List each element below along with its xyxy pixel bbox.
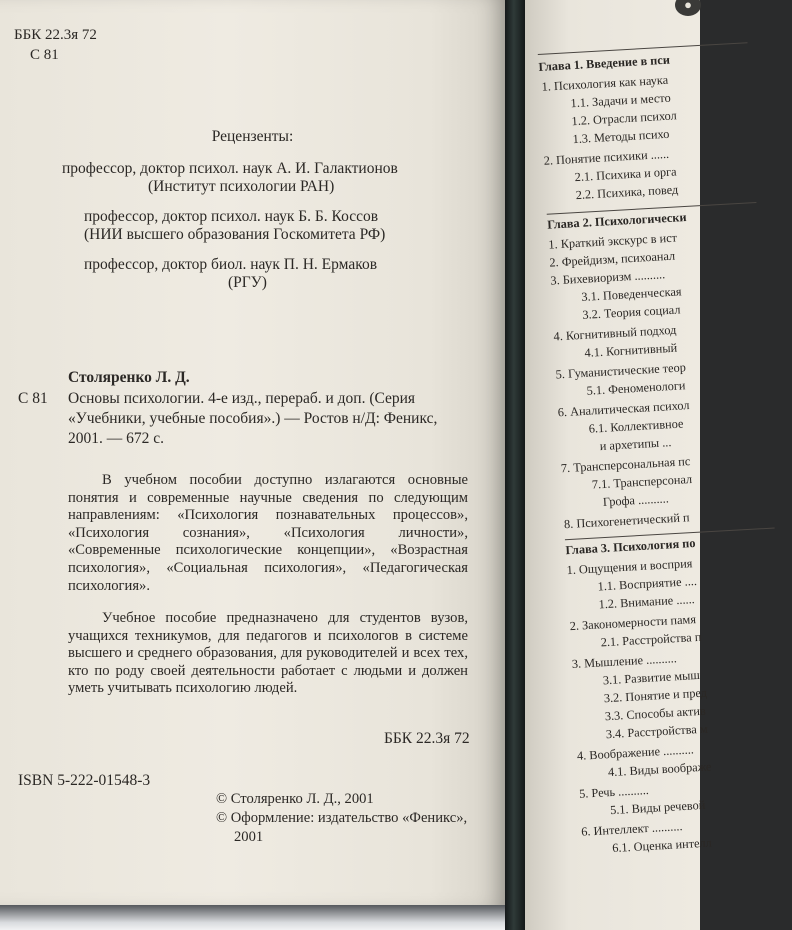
toc-entry: 3.4. Расстройства м	[605, 721, 709, 742]
reviewers-title: Рецензенты:	[211, 128, 294, 145]
toc-entry: 4.1. Виды воображе	[607, 759, 712, 780]
toc-chapter-heading: Глава 3. Психология по	[565, 535, 696, 558]
reviewer-3-name: профессор, доктор биол. наук П. Н. Ермаков	[84, 256, 378, 273]
reviewer-2-name: профессор, доктор психол. наук Б. Б. Коссов	[84, 208, 379, 225]
toc-entry: и архетипы ...	[599, 435, 672, 454]
catalog-code-top: С 81	[30, 47, 59, 63]
toc-entry: 8. Психогенетический п	[563, 510, 690, 532]
toc-entry: 3.2. Понятие и пред	[603, 685, 708, 706]
toc-entry: 3.3. Способы актив	[604, 703, 707, 724]
toc-entry: 7. Трансперсональная пс	[560, 454, 691, 476]
toc-list	[537, 29, 737, 856]
toc-entry: 1.1. Задачи и место	[570, 90, 672, 111]
toc-entry: 1. Краткий экскурс в ист	[548, 230, 678, 252]
toc-entry: 2.1. Психика и орга	[574, 164, 677, 185]
copyright-design: © Оформление: издательство «Феникс»,	[216, 810, 468, 826]
toc-entry: 3.1. Развитие мыш	[602, 667, 701, 688]
toc-entry: 1. Ощущения и восприя	[566, 556, 693, 578]
toc-entry: 1.3. Методы психо	[572, 126, 670, 147]
reviewer-2-institution: (НИИ высшего образования Госкомитета РФ)	[84, 226, 386, 243]
bbk-code-top: ББК 22.3я 72	[14, 27, 97, 43]
toc-entry: 1. Психология как наука	[541, 72, 669, 94]
toc-entry: 5. Гуманистические теор	[555, 360, 687, 382]
bbk-code-bottom: ББК 22.3я 72	[384, 730, 470, 747]
toc-entry: 3.1. Поведенческая	[581, 284, 682, 304]
isbn: ISBN 5-222-01548-3	[18, 772, 151, 789]
bibliographic-line-1: Основы психологии. 4-е изд., перераб. и доп. (Серия	[68, 390, 416, 407]
toc-entry: 3. Бихевиоризм ..........	[550, 267, 666, 288]
copyright-design-year: 2001	[234, 829, 264, 845]
toc-entry: 1.1. Восприятие ....	[597, 573, 698, 594]
toc-chapter-heading: Глава 2. Психологически	[546, 209, 687, 232]
toc-entry: 7.1. Трансперсонал	[591, 472, 693, 492]
toc-entry: 6. Аналитическая психол	[557, 398, 690, 420]
toc-divider	[538, 42, 748, 55]
toc-entry: 2.2. Психика, повед	[575, 182, 679, 203]
toc-entry: 2. Фрейдизм, психоанал	[549, 248, 676, 270]
page-corner-icon: ●	[675, 0, 701, 16]
toc-entry: Грофа ..........	[602, 491, 670, 510]
table-surface	[0, 905, 505, 930]
toc-entry: 5.1. Феноменологи	[586, 378, 686, 398]
toc-entry: 6.1. Коллективное	[588, 416, 684, 436]
toc-chapter-heading: Глава 1. Введение в пси	[538, 52, 671, 74]
toc-entry: 4. Воображение ..........	[576, 742, 695, 763]
toc-entry: 4. Когнитивный подход	[553, 322, 677, 344]
copyright-author: © Столяренко Л. Д., 2001	[216, 791, 374, 807]
bibliographic-line-3: 2001. — 672 с.	[68, 430, 165, 447]
toc-entry: 5.1. Виды речевой	[609, 797, 706, 818]
toc-entry: 6. Интеллект ..........	[580, 819, 683, 839]
toc-entry: 2. Закономерности памя	[569, 612, 697, 634]
reviewer-3-institution: (РГУ)	[228, 274, 267, 291]
abstract-paragraph-2: Учебное пособие предназначено для студентов вузов, учащихся техникумов, для педагогов и психологов в системе высшего и среднего образования, для руководителей и всех тех, кто по роду своей деятельности работает с людьми и должен уметь учитывать психологию людей.	[68, 610, 468, 697]
book-spine	[505, 0, 527, 930]
toc-entry: 6.1. Оценка интелл	[611, 835, 713, 856]
abstract-paragraph-1: В учебном пособии доступно излагаются основные понятия и современные научные сведения по следующим направлениям: «Психология познавательных процессов», «Психология сознания», «Психология личности», «Современные психологические концепции», «Возрастная психология», «Социальная психология», «Педагогическая психология».	[68, 472, 468, 594]
author-name: Столяренко Л. Д.	[68, 369, 190, 386]
toc-entry: 3. Мышление ..........	[571, 651, 678, 672]
toc-entry: 3.2. Теория социал	[582, 302, 681, 322]
catalog-code-entry: С 81	[18, 390, 48, 407]
toc-entry: 1.2. Внимание ......	[598, 592, 696, 612]
reviewer-1-institution: (Институт психологии РАН)	[148, 178, 335, 195]
toc-entry: 5. Речь ..........	[578, 782, 650, 801]
toc-entry: 2. Понятие психики ......	[543, 146, 670, 168]
reviewer-1-name: профессор, доктор психол. наук А. И. Галактионов	[62, 160, 398, 177]
toc-entry: 4.1. Когнитивный	[584, 340, 678, 360]
right-page-table-of-contents	[525, 0, 713, 930]
bibliographic-line-2: «Учебники, учебные пособия».) — Ростов н/Д: Феникс,	[68, 410, 438, 427]
toc-entry: 2.1. Расстройства п	[600, 629, 702, 650]
toc-entry: 1.2. Отрасли психол	[571, 108, 678, 129]
